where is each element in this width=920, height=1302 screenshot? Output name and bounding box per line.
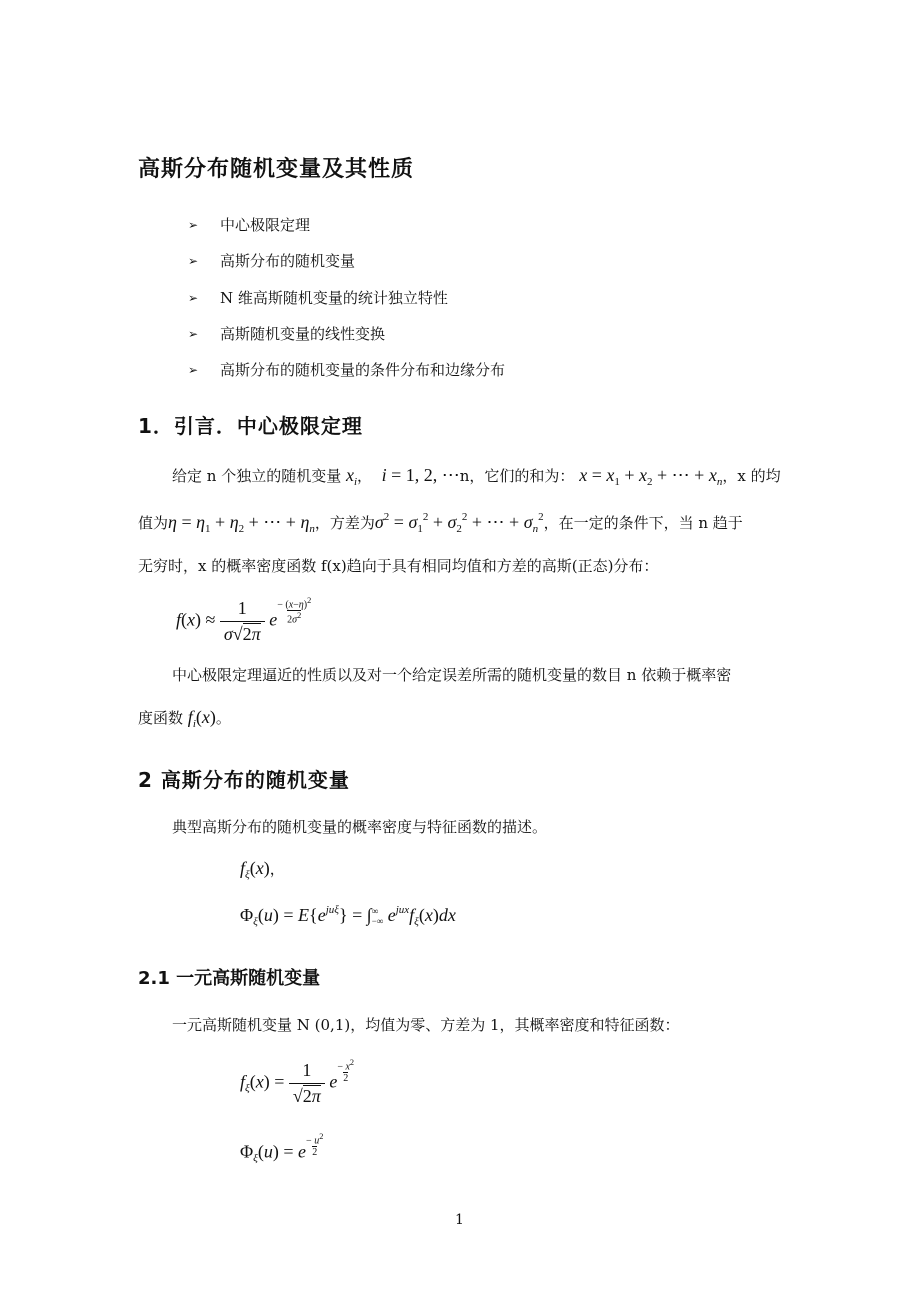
math-eta-sum: $\eta = \eta_1 + \eta_2$ + ⋯ + $\eta_n$: [168, 512, 315, 535]
formula-characteristic-function: $\Phi_\xi(u) = E\{e^{ju\xi}\}$ = ∫ ∞ −∞ $e^{jux}f_\xi(x)dx$: [240, 904, 456, 928]
math-index-range: i = 1, 2, ⋯: [381, 465, 460, 485]
section-2-heading: 2 高斯分布的随机变量: [138, 768, 350, 792]
section-2-intro: 典型高斯分布的随机变量的概率密度与特征函数的描述。: [172, 818, 548, 836]
section-2-1-heading: 2.1 一元高斯随机变量: [138, 968, 321, 989]
outline-item: ➢ 中心极限定理: [188, 216, 311, 234]
outline-item: ➢ N 维高斯随机变量的统计独立特性: [188, 289, 448, 307]
math-fi-x: $f_i(x)$: [187, 707, 216, 730]
arrow-bullet-icon: ➢: [188, 253, 199, 268]
section-1-paragraph-line-3: 无穷时，x 的概率密度函数 f(x)趋向于具有相同均值和方差的高斯(正态)分布：: [138, 557, 659, 575]
outline-item: ➢ 高斯分布的随机变量的条件分布和边缘分布: [188, 361, 506, 379]
arrow-bullet-icon: ➢: [188, 326, 199, 341]
outline-item: ➢ 高斯随机变量的线性变换: [188, 325, 386, 343]
section-1-paragraph-line-1: 给定 n 个独立的随机变量 $x_i$， i = 1, 2, ⋯n，它们的和为： $x = x_1 + x_2$ + ⋯ + $x_n$，x 的均: [172, 465, 781, 488]
math-xi: $x_i$: [345, 465, 358, 488]
formula-standard-normal-characteristic: $\Phi_\xi(u) = e$ $\frac{- u^2}{2}$: [240, 1132, 324, 1165]
formula-gaussian-approximation: f(x) ≈ $\frac{1}{\sigma√2\pi}$ e $\frac{- (x-\eta)^2}{2\sigma^2}$: [176, 596, 312, 644]
section-1-paragraph-line-5: 度函数 $f_i(x)$。: [138, 707, 231, 730]
formula-standard-normal-density: $f_\xi(x)$ = $\frac{1}{√2\pi}$ e $\frac{- x^2}{2}$: [240, 1058, 355, 1106]
math-sum-x: $x = x_1 + x_2$ + ⋯ + $x_n$: [579, 465, 723, 488]
page-number: 1: [455, 1212, 464, 1228]
outline-item: ➢ 高斯分布的随机变量: [188, 252, 356, 270]
math-sigma-sum: $\sigma^2 = \sigma_1^2 + \sigma_2^2$ + ⋯ + $\sigma_n^2$: [374, 511, 544, 535]
section-1-paragraph-line-4: 中心极限定理逼近的性质以及对一个给定误差所需的随机变量的数目 n 依赖于概率密: [172, 666, 732, 684]
arrow-bullet-icon: ➢: [188, 217, 199, 232]
formula-density-f-xi: $f_\xi(x)$，: [240, 858, 285, 881]
document-title: 高斯分布随机变量及其性质: [138, 157, 415, 182]
section-2-1-intro: 一元高斯随机变量 N (0,1)，均值为零、方差为 1，其概率密度和特征函数：: [172, 1016, 680, 1034]
arrow-bullet-icon: ➢: [188, 362, 199, 377]
section-1-paragraph-line-2: 值为$\eta = \eta_1 + \eta_2$ + ⋯ + $\eta_n$，方差为$\sigma^2 = \sigma_1^2 + \sigma_2^2$ + ⋯ + $\sigma_n^2$，在一定的条件下，当 n 趋于: [138, 511, 743, 535]
arrow-bullet-icon: ➢: [188, 290, 199, 305]
section-1-heading: 1．引言．中心极限定理: [138, 414, 363, 438]
